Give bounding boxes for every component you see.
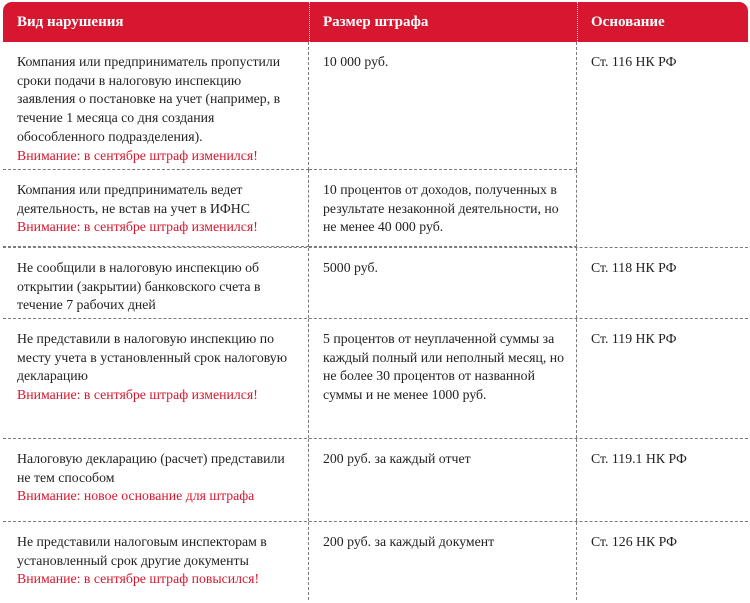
violation-cell	[3, 248, 309, 318]
warning-text: Внимание: в сентябре штраф повысился!	[17, 571, 260, 587]
table-row	[3, 439, 748, 522]
fine-cell: 10 процентов от доходов, полученных в результате незаконной деятельности, но не менее 40 000 руб.	[309, 170, 577, 247]
violation-text: Не представили в налоговую инспекцию по месту учета в установленный срок налоговую декларацию	[17, 331, 287, 384]
violation-cell	[3, 439, 309, 521]
table-row	[3, 248, 748, 319]
table-row	[3, 170, 748, 248]
table-row	[3, 42, 748, 170]
violation-cell	[3, 319, 309, 438]
warning-text: Внимание: в сентябре штраф изменился!	[17, 387, 258, 403]
violation-text: Компания или предприниматель ведет деятельность, не встав на учет в ИФНС	[17, 182, 250, 216]
basis-cell: Ст. 119 НК РФ	[591, 331, 677, 346]
violation-cell	[3, 42, 309, 170]
fine-cell: 5 процентов от неуплаченной суммы за каждый полный или неполный месяц, но не более 30 процентов от названной суммы и не менее 1000 руб.	[309, 319, 577, 438]
warning-text: Внимание: новое основание для штрафа	[17, 488, 255, 504]
warning-text: Внимание: в сентябре штраф изменился!	[17, 219, 258, 235]
basis-cell: Ст. 126 НК РФ	[591, 534, 678, 549]
basis-cell	[577, 170, 748, 247]
basis-cell: Ст. 118 НК РФ	[591, 260, 677, 275]
violation-text: Налоговую декларацию (расчет) представили не тем способом	[17, 451, 285, 485]
violation-text: Компания или предприниматель пропустили сроки подачи в налоговую инспекцию заявления о постановке на учет (например, в течение 1 месяца со дня создания обособленного подразделения).	[17, 54, 281, 144]
table-header	[3, 2, 748, 42]
violation-text: Не сообщили в налоговую инспекцию об открытии (закрытии) банковского счета в течение 7 рабочих дней	[17, 260, 261, 313]
fine-cell: 10 000 руб.	[309, 42, 577, 170]
fine-cell: 200 руб. за каждый отчет	[309, 439, 577, 521]
table-row	[3, 319, 748, 439]
table-row	[3, 522, 748, 600]
violation-text: Не представили налоговым инспекторам в установленный срок другие документы	[17, 534, 267, 568]
fine-cell: 5000 руб.	[309, 248, 577, 318]
fine-cell: 200 руб. за каждый документ	[309, 522, 577, 600]
header-violation: Вид нарушения	[17, 13, 124, 30]
violation-cell	[3, 170, 309, 247]
basis-cell: Ст. 119.1 НК РФ	[591, 451, 687, 466]
fines-table	[3, 2, 748, 600]
violation-cell	[3, 522, 309, 600]
header-basis: Основание	[577, 2, 748, 42]
warning-text: Внимание: в сентябре штраф изменился!	[17, 147, 258, 163]
header-fine: Размер штрафа	[309, 2, 577, 42]
basis-cell: Ст. 116 НК РФ	[591, 54, 677, 69]
